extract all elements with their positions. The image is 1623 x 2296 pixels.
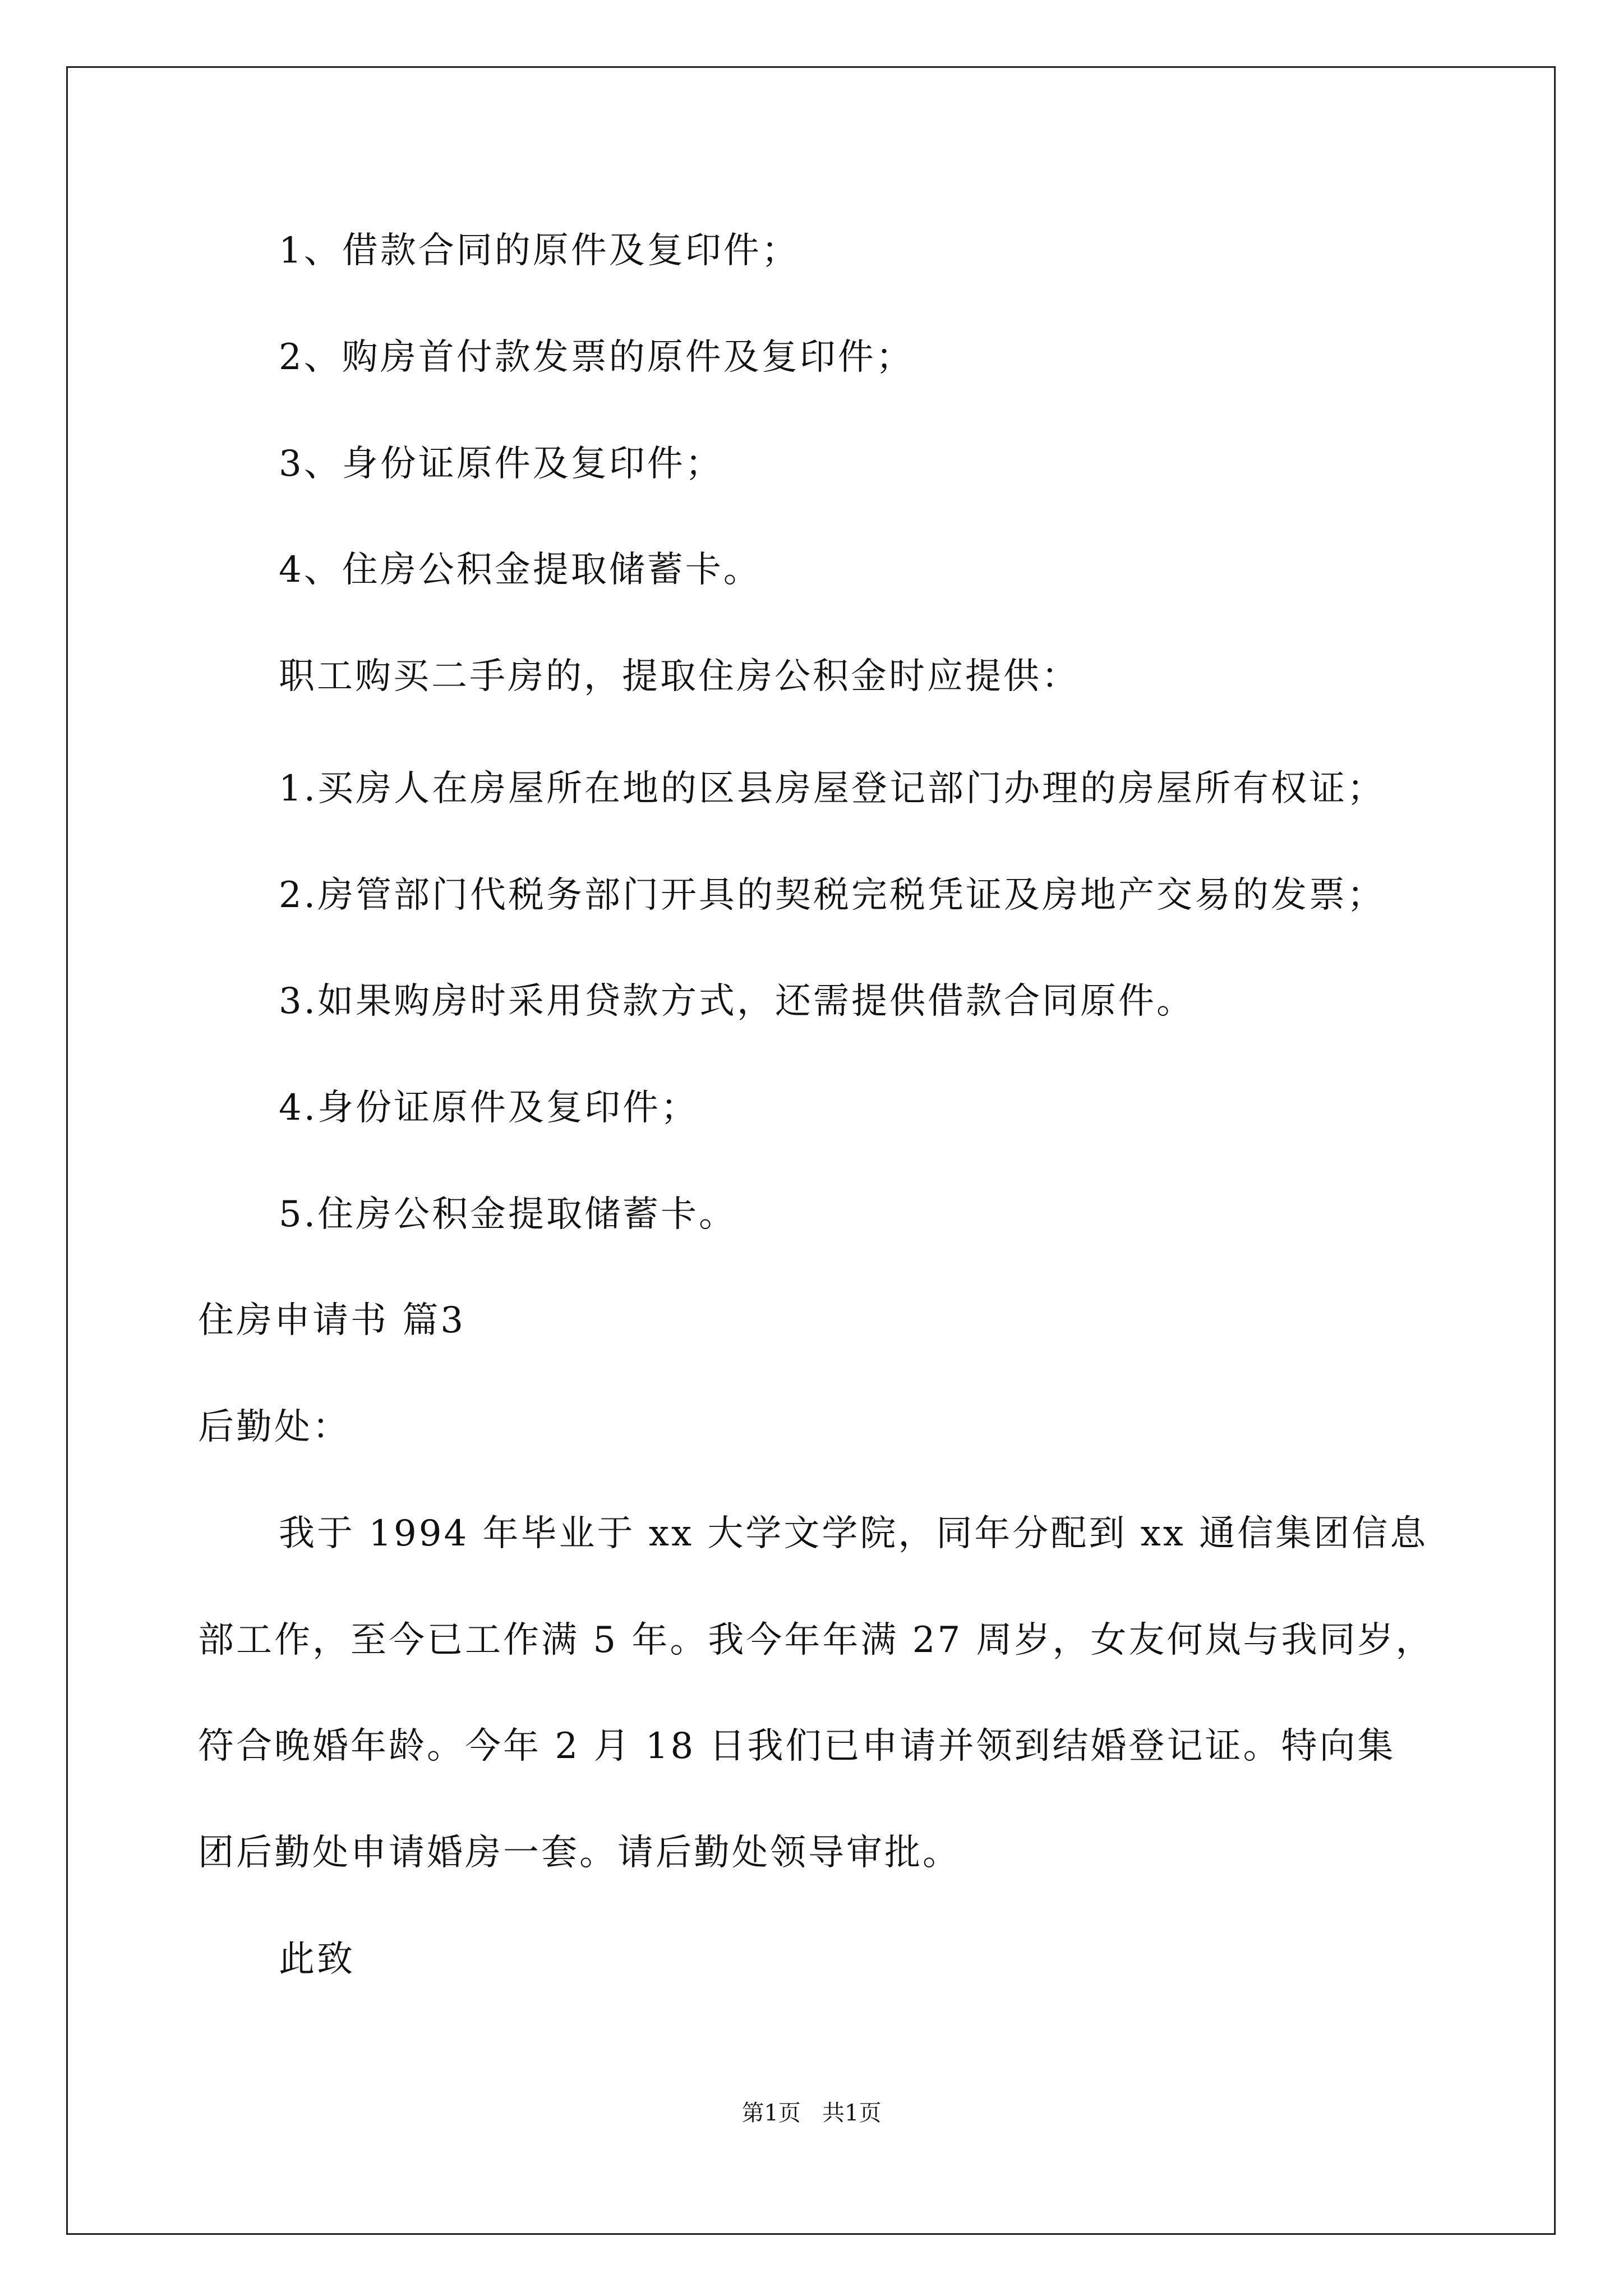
page-border: [66, 66, 1556, 2235]
body-line: 符合晚婚年龄。今年 2 月 18 日我们已申请并领到结婚登记证。特向集: [198, 1726, 1396, 1767]
list-item: 4、住房公积金提取储蓄卡。: [279, 549, 762, 591]
salutation: 后勤处：: [198, 1406, 351, 1448]
body-line: 团后勤处申请婚房一套。请后勤处领导审批。: [198, 1832, 961, 1874]
body-line: 我于 1994 年毕业于 xx 大学文学院，同年分配到 xx 通信集团信息: [279, 1513, 1428, 1554]
list-item: 5.住房公积金提取储蓄卡。: [279, 1194, 737, 1235]
list-item: 3、身份证原件及复印件；: [279, 443, 723, 485]
body-line: 部工作，至今已工作满 5 年。我今年年满 27 周岁，女友何岚与我同岁，: [198, 1619, 1434, 1661]
list-item: 2、购房首付款发票的原件及复印件；: [279, 337, 914, 378]
list-item: 3.如果购房时采用贷款方式，还需提供借款合同原件。: [279, 981, 1195, 1022]
paragraph-intro: 职工购买二手房的，提取住房公积金时应提供：: [279, 656, 1080, 697]
list-item: 1.买房人在房屋所在地的区县房屋登记部门办理的房屋所有权证；: [279, 768, 1386, 809]
list-item: 1、借款合同的原件及复印件；: [279, 230, 800, 272]
section-heading: 住房申请书 篇3: [198, 1300, 466, 1341]
list-item: 4.身份证原件及复印件；: [279, 1087, 699, 1129]
closing: 此致: [279, 1939, 355, 1980]
page-footer: 第1页 共1页: [741, 2100, 882, 2126]
list-item: 2.房管部门代税务部门开具的契税完税凭证及房地产交易的发票；: [279, 875, 1386, 916]
